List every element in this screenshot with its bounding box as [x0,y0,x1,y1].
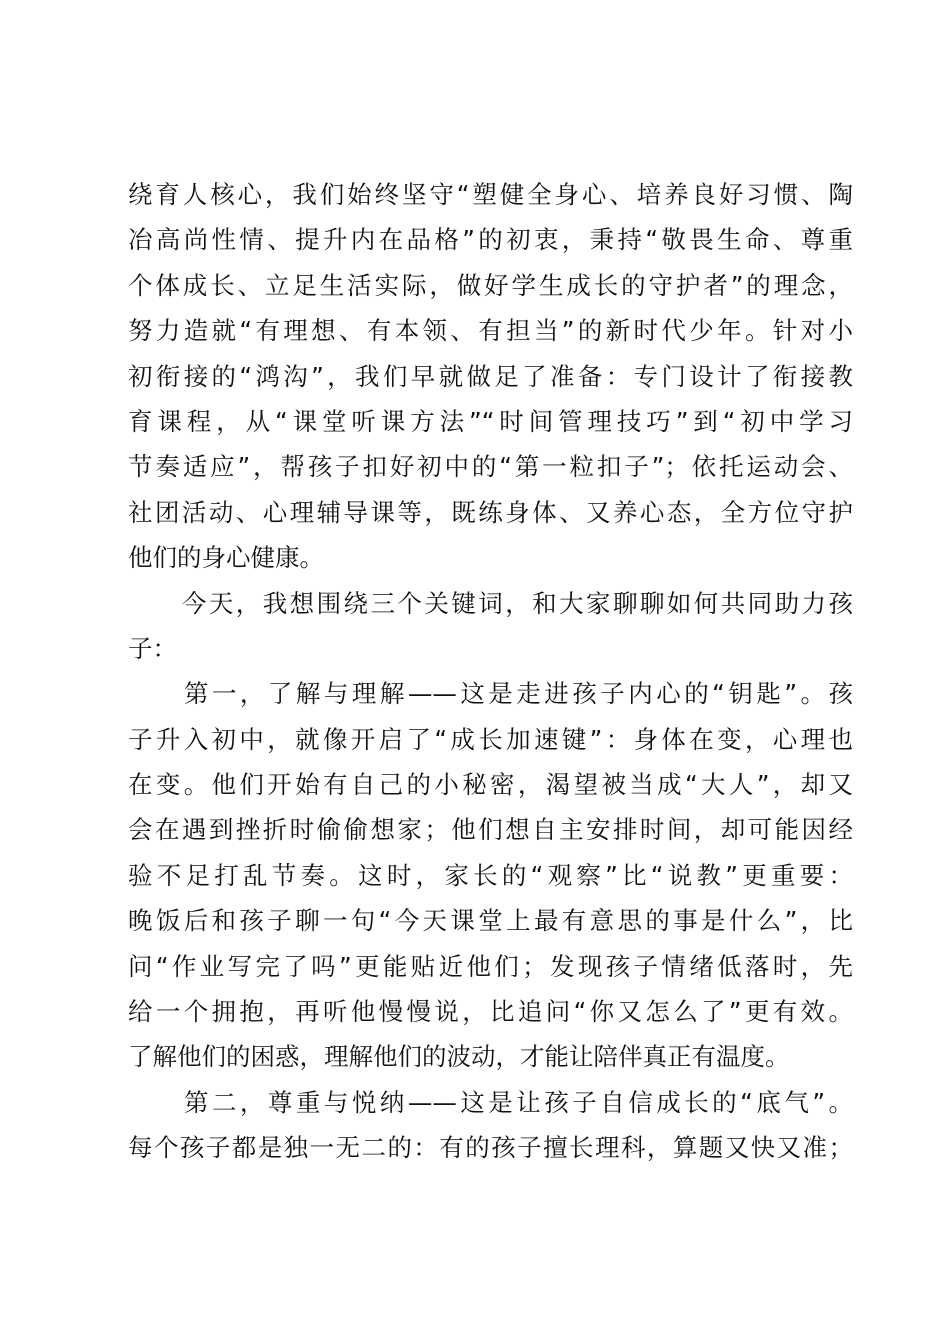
text-line: 他们的身心健康。 [128,543,324,573]
text-line: 绕育人核心，我们始终坚守“塑健全身心、培养良好习惯、陶 [128,180,853,209]
body-text [128,172,853,1171]
text-line: 子升入初中，就像开启了“成长加速键”：身体在变，心理也 [128,724,853,754]
text-line: 节奏适应”，帮孩子扣好初中的“第一粒扣子”；依托运动会、 [128,452,853,482]
text-line: 问“作业写完了吗”更能贴近他们；发现孩子情绪低落时，先 [128,951,853,981]
text-line: 给一个拥抱，再听他慢慢说，比追问“你又怎么了”更有效。 [128,997,853,1027]
text-line: 子： [128,633,177,663]
text-line: 努力造就“有理想、有本领、有担当”的新时代少年。针对小 [128,316,853,346]
text-line: 初衔接的“鸿沟”，我们早就做足了准备：专门设计了衔接教 [128,361,853,391]
text-line: 会在遇到挫折时偷偷想家；他们想自主安排时间，却可能因经 [128,815,853,845]
text-line: 冶高尚性情、提升内在品格”的初衷，秉持“敬畏生命、尊重 [128,225,853,255]
text-line: 个体成长、立足生活实际，做好学生成长的守护者”的理念， [128,270,853,300]
text-line: 育课程，从“课堂听课方法”“时间管理技巧”到“初中学习 [128,406,853,436]
text-line: 第一，了解与理解——这是走进孩子内心的“钥匙”。孩 [128,679,853,709]
text-line: 晚饭后和孩子聊一句“今天课堂上最有意思的事是什么”，比 [128,906,853,936]
text-line: 在变。他们开始有自己的小秘密，渴望被当成“大人”，却又 [128,770,853,800]
text-line: 每个孩子都是独一无二的：有的孩子擅长理科，算题又快又准； [128,1133,853,1163]
text-line: 今天，我想围绕三个关键词，和大家聊聊如何共同助力孩 [128,588,853,618]
text-line: 了解他们的困惑，理解他们的波动，才能让陪伴真正有温度。 [128,1042,790,1072]
text-line: 第二，尊重与悦纳——这是让孩子自信成长的“底气”。 [128,1087,853,1117]
text-line: 社团活动、心理辅导课等，既练身体、又养心态，全方位守护 [128,497,853,527]
text-line: 验不足打乱节奏。这时，家长的“观察”比“说教”更重要： [128,860,853,890]
